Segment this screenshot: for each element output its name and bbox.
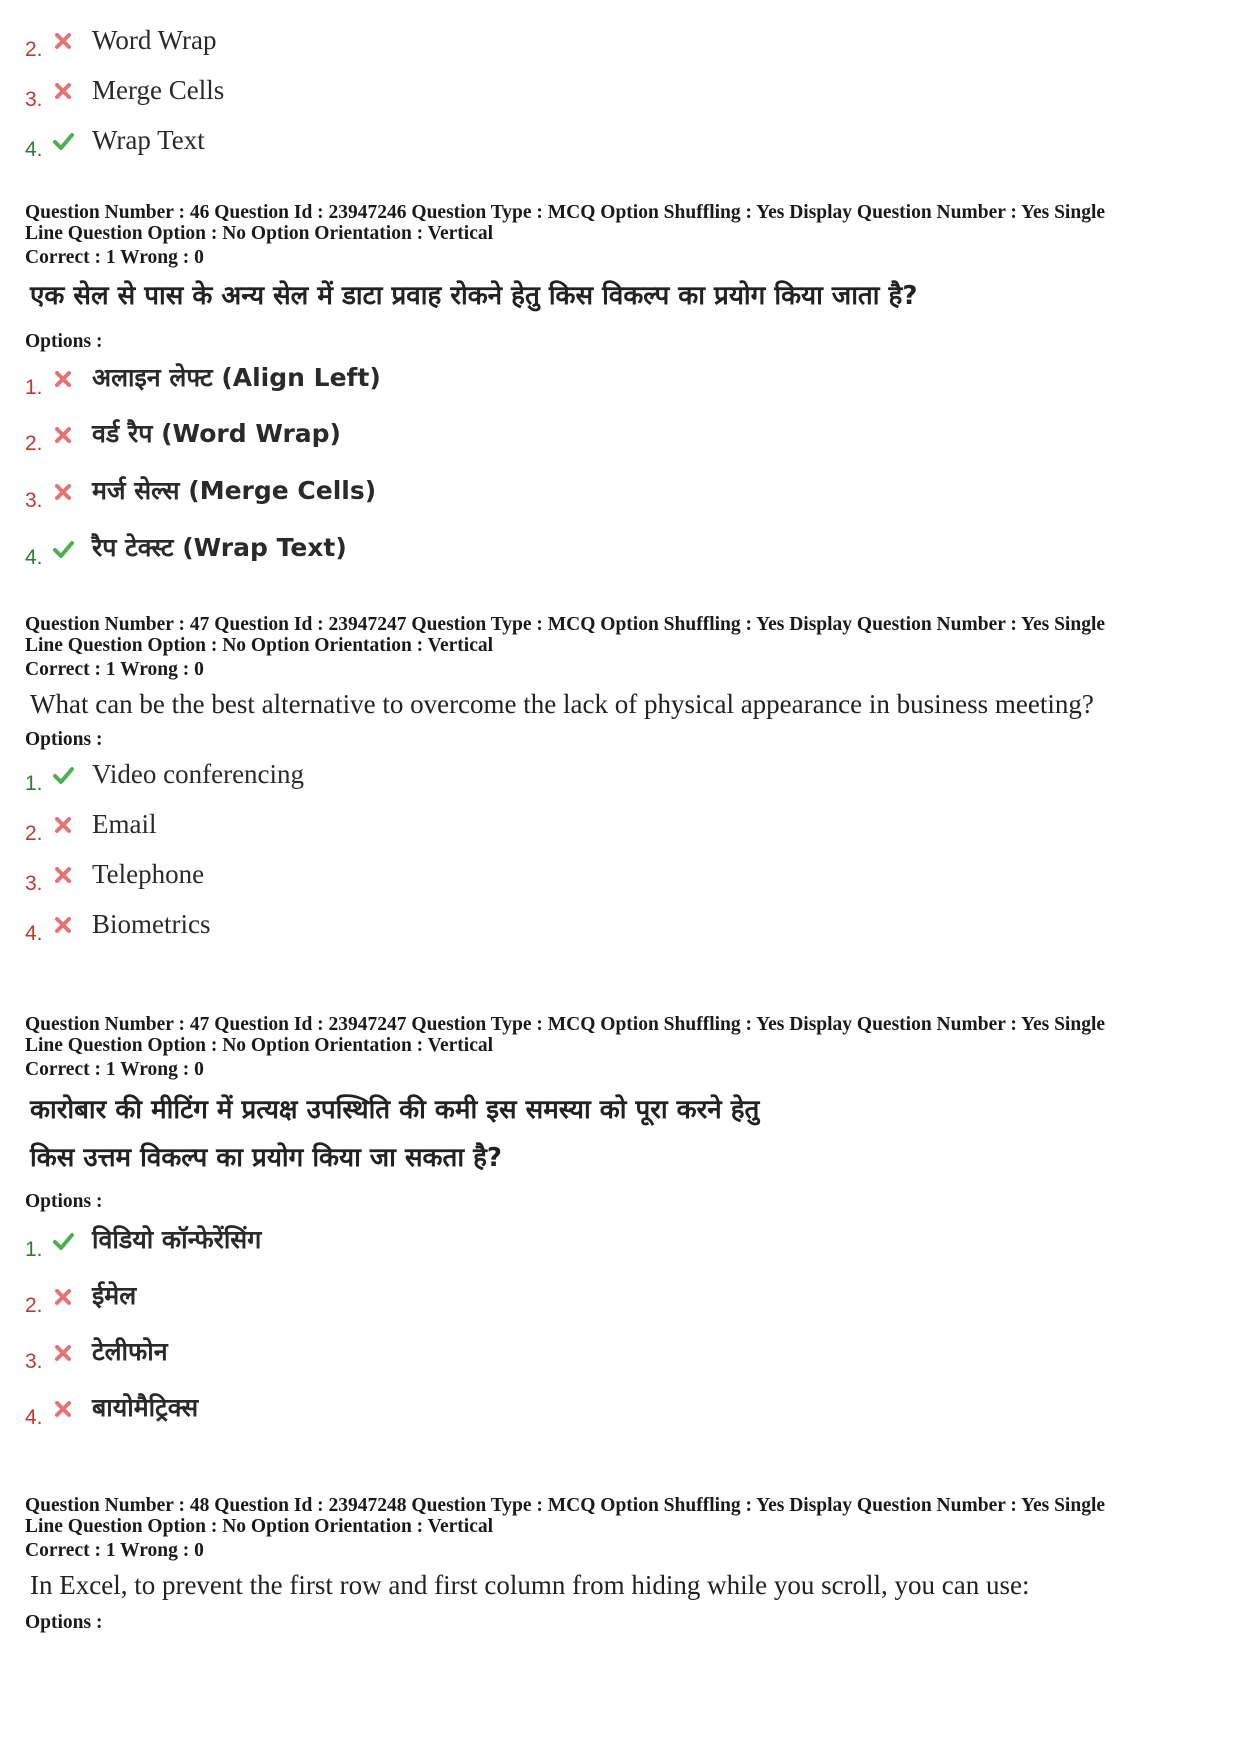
option-text: टेलीफोन — [92, 1337, 168, 1366]
question-meta-line: Line Question Option : No Option Orientation : Vertical — [25, 1516, 494, 1537]
score-line: Correct : 1 Wrong : 0 — [25, 659, 204, 680]
option-text: Video conferencing — [92, 759, 305, 789]
option-number: 2. — [25, 432, 43, 455]
score-line: Correct : 1 Wrong : 0 — [25, 1059, 204, 1080]
option-number: 3. — [25, 88, 43, 111]
options-label: Options : — [25, 1191, 103, 1212]
cross-icon — [52, 1342, 74, 1364]
option-text: अलाइन लेफ्ट (Align Left) — [92, 363, 381, 392]
check-icon — [52, 538, 74, 560]
option-text: Word Wrap — [92, 25, 217, 55]
question-meta-line: Question Number : 48 Question Id : 23947248 Question Type : MCQ Option Shuffling : Yes Display Question Number : Yes Single — [25, 1495, 1106, 1516]
options-label: Options : — [25, 331, 103, 352]
option-text: Telephone — [92, 859, 205, 889]
option-text: वर्ड रैप (Word Wrap) — [92, 419, 341, 448]
option-row — [0, 858, 1240, 898]
question-text: किस उत्तम विकल्प का प्रयोग किया जा सकता है? — [30, 1143, 503, 1173]
option-text: Biometrics — [92, 909, 211, 939]
option-text: मर्ज सेल्स (Merge Cells) — [92, 476, 377, 505]
option-number: 1. — [25, 1238, 43, 1261]
option-number: 3. — [25, 1350, 43, 1373]
option-number: 2. — [25, 1294, 43, 1317]
option-number: 1. — [25, 376, 43, 399]
option-row — [0, 808, 1240, 848]
cross-icon — [52, 30, 74, 52]
option-row — [0, 1224, 1240, 1264]
cross-icon — [52, 368, 74, 390]
question-meta-line: Question Number : 47 Question Id : 23947247 Question Type : MCQ Option Shuffling : Yes Display Question Number : Yes Single — [25, 614, 1106, 635]
question-text: What can be the best alternative to overcome the lack of physical appearance in business meeting? — [30, 689, 1094, 719]
option-text: Email — [92, 809, 157, 839]
question-meta-line: Line Question Option : No Option Orientation : Vertical — [25, 635, 494, 656]
cross-icon — [52, 1286, 74, 1308]
option-row — [0, 1280, 1240, 1320]
options-label: Options : — [25, 729, 103, 750]
option-row — [0, 124, 1240, 164]
option-text: बायोमैट्रिक्स — [92, 1393, 199, 1422]
option-number: 4. — [25, 546, 43, 569]
question-meta-line: Line Question Option : No Option Orientation : Vertical — [25, 223, 494, 244]
option-number: 4. — [25, 922, 43, 945]
question-text: In Excel, to prevent the first row and first column from hiding while you scroll, you can use: — [30, 1570, 1030, 1600]
option-number: 4. — [25, 1406, 43, 1429]
option-number: 4. — [25, 138, 43, 161]
option-text: ईमेल — [92, 1281, 137, 1310]
option-row — [0, 532, 1240, 572]
cross-icon — [52, 864, 74, 886]
option-number: 2. — [25, 822, 43, 845]
cross-icon — [52, 1398, 74, 1420]
option-row — [0, 475, 1240, 515]
option-row — [0, 24, 1240, 64]
question-text: कारोबार की मीटिंग में प्रत्यक्ष उपस्थिति की कमी इस समस्या को पूरा करने हेतु — [30, 1095, 760, 1125]
check-icon — [52, 130, 74, 152]
option-row — [0, 758, 1240, 798]
option-number: 3. — [25, 489, 43, 512]
option-row — [0, 908, 1240, 948]
option-row — [0, 362, 1240, 402]
option-row — [0, 74, 1240, 114]
question-meta-line: Question Number : 46 Question Id : 23947246 Question Type : MCQ Option Shuffling : Yes Display Question Number : Yes Single — [25, 202, 1106, 223]
option-number: 2. — [25, 38, 43, 61]
cross-icon — [52, 814, 74, 836]
option-number: 1. — [25, 772, 43, 795]
cross-icon — [52, 914, 74, 936]
option-number: 3. — [25, 872, 43, 895]
check-icon — [52, 764, 74, 786]
option-text: Merge Cells — [92, 75, 225, 105]
cross-icon — [52, 424, 74, 446]
question-meta-line: Line Question Option : No Option Orientation : Vertical — [25, 1035, 494, 1056]
option-text: Wrap Text — [92, 125, 205, 155]
check-icon — [52, 1230, 74, 1252]
question-meta-line: Question Number : 47 Question Id : 23947247 Question Type : MCQ Option Shuffling : Yes Display Question Number : Yes Single — [25, 1014, 1106, 1035]
option-row — [0, 418, 1240, 458]
option-text: विडियो कॉन्फेरेंसिंग — [92, 1225, 262, 1254]
option-row — [0, 1392, 1240, 1432]
options-label: Options : — [25, 1612, 103, 1633]
cross-icon — [52, 80, 74, 102]
cross-icon — [52, 481, 74, 503]
score-line: Correct : 1 Wrong : 0 — [25, 247, 204, 268]
option-row — [0, 1336, 1240, 1376]
option-text: रैप टेक्स्ट (Wrap Text) — [92, 533, 347, 562]
score-line: Correct : 1 Wrong : 0 — [25, 1540, 204, 1561]
question-text: एक सेल से पास के अन्य सेल में डाटा प्रवाह रोकने हेतु किस विकल्प का प्रयोग किया जाता है? — [30, 281, 918, 311]
